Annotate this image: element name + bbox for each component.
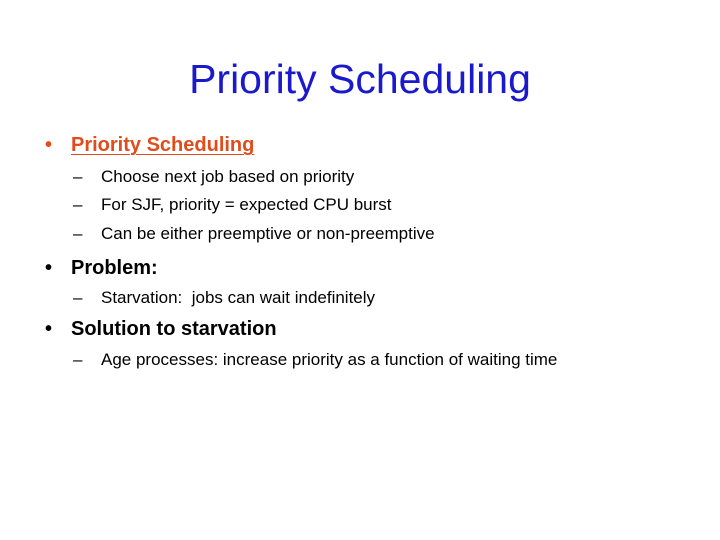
bullet-priority-scheduling xyxy=(45,133,254,157)
bullet-marker: • xyxy=(45,257,53,279)
sub-item-text: For SJF, priority = expected CPU burst xyxy=(101,195,392,214)
bullet-text: Solution to starvation xyxy=(71,318,277,340)
sub-item xyxy=(73,224,435,244)
sub-item-text: Age processes: increase priority as a function of waiting time xyxy=(101,350,558,369)
slide-title: Priority Scheduling xyxy=(189,56,531,102)
sub-item xyxy=(73,350,557,370)
bullet-text: Problem: xyxy=(71,257,158,279)
dash-marker: – xyxy=(73,224,83,243)
bullet-text: Priority Scheduling xyxy=(71,134,255,156)
bullet-solution-to-starvation xyxy=(45,317,277,341)
sub-item xyxy=(73,195,392,215)
sub-item xyxy=(73,167,354,187)
dash-marker: – xyxy=(73,195,83,214)
bullet-marker: • xyxy=(45,318,53,340)
dash-marker: – xyxy=(73,167,83,186)
bullet-marker: • xyxy=(45,134,53,156)
dash-marker: – xyxy=(73,350,83,369)
sub-item-text: Choose next job based on priority xyxy=(101,167,355,186)
sub-item-text: Can be either preemptive or non-preemptive xyxy=(101,224,435,243)
sub-item xyxy=(73,288,375,308)
bullet-problem xyxy=(45,256,158,280)
dash-marker: – xyxy=(73,288,83,307)
sub-item-text: Starvation: jobs can wait indefinitely xyxy=(101,288,376,307)
